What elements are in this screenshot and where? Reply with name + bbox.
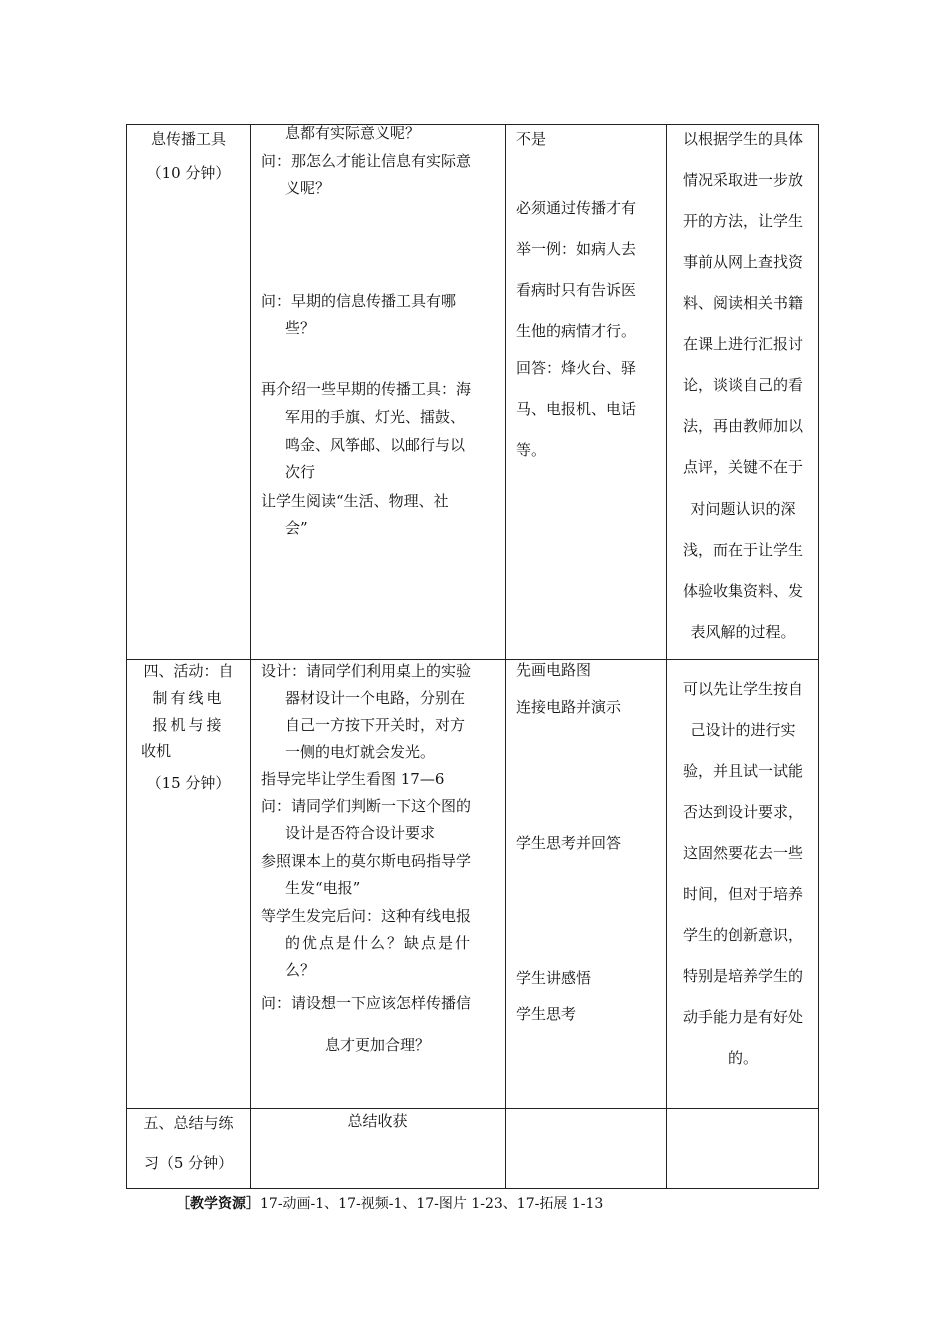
teacher-text-line: 指导完毕让学生看图 17—6 <box>261 770 445 788</box>
student-text-line: 学生思考 <box>516 1005 577 1023</box>
design-note-line: 己设计的进行实 <box>690 721 796 739</box>
teacher-text-line: 次行 <box>285 463 316 481</box>
student-text-line: 生他的病情才行。 <box>516 322 637 340</box>
teacher-text-line: 生发“电报” <box>285 879 361 897</box>
stage-title: 制有线电 <box>152 689 225 707</box>
design-note-line: 情况采取进一步放 <box>682 171 803 189</box>
design-note-line: 可以先让学生按自 <box>682 680 803 698</box>
design-note-line: 时间，但对于培养 <box>682 885 803 903</box>
teacher-text-line: 设计：请同学们利用桌上的实验 <box>261 662 472 680</box>
student-text-line: 必须通过传播才有 <box>516 199 637 217</box>
student-text-line: 回答：烽火台、驿 <box>516 359 637 377</box>
design-note-line: 料、阅读相关书籍 <box>682 294 803 312</box>
design-note-line: 点评，关键不在于 <box>682 458 803 476</box>
design-note-line: 动手能力是有好处 <box>682 1008 803 1026</box>
student-text-line: 举一例：如病人去 <box>516 240 637 258</box>
teacher-text-line: 等学生发完后问：这种有线电报 <box>261 907 472 925</box>
teacher-text-line: 么？ <box>285 961 316 979</box>
row-divider <box>127 659 818 660</box>
design-note-line: 以根据学生的具体 <box>682 130 803 148</box>
column-divider <box>250 125 251 1188</box>
design-note-line: 体验收集资料、发 <box>682 582 803 600</box>
stage-title: 五、总结与练 <box>143 1114 234 1132</box>
column-divider <box>666 125 667 1188</box>
student-text-line: 马、电报机、电话 <box>516 400 637 418</box>
teacher-text-line: 问：请同学们判断一下这个图的 <box>261 797 472 815</box>
design-note-line: 浅，而在于让学生 <box>682 541 803 559</box>
lesson-table <box>126 124 819 1189</box>
teacher-text-line: 军用的手旗、灯光、擂鼓、 <box>285 408 466 426</box>
teacher-text-line: 参照课本上的莫尔斯电码指导学 <box>261 852 472 870</box>
teacher-text-line: 会” <box>285 519 308 537</box>
stage-title: 息传播工具 <box>150 130 226 148</box>
teacher-text-line: 问：早期的信息传播工具有哪 <box>261 292 457 310</box>
summary-text: 总结收获 <box>347 1112 408 1130</box>
teacher-text-line: 息都有实际意义呢？ <box>285 124 421 142</box>
teacher-text-line: 问：那怎么才能让信息有实际意 <box>261 152 472 170</box>
design-note-line: 在课上进行汇报讨 <box>682 335 803 353</box>
teacher-text-line: 器材设计一个电路，分别在 <box>285 689 466 707</box>
student-text-line: 等。 <box>516 441 547 459</box>
design-note-line: 特别是培养学生的 <box>682 967 803 985</box>
teacher-text-line: 自己一方按下开关时，对方 <box>285 716 466 734</box>
teacher-text-line: 息才更加合理？ <box>324 1036 430 1054</box>
design-note-line: 学生的创新意识， <box>682 926 803 944</box>
column-divider <box>505 125 506 1188</box>
teacher-text-line: 鸣金、风筝邮、以邮行与以 <box>285 436 466 454</box>
stage-title: 习（5 分钟） <box>143 1154 234 1172</box>
teacher-text-line: 义呢？ <box>285 179 331 197</box>
design-note-line: 法，再由教师加以 <box>682 417 803 435</box>
teacher-text-line: 再介绍一些早期的传播工具：海 <box>261 380 472 398</box>
teacher-text-line: 些？ <box>285 319 316 337</box>
stage-title: 报机与接 <box>152 716 225 734</box>
teacher-text-line: 问：请设想一下应该怎样传播信 <box>261 994 472 1012</box>
stage-duration: （15 分钟） <box>146 774 231 792</box>
student-text-line: 不是 <box>516 130 547 148</box>
resources-label: ［教学资源］ <box>176 1196 260 1212</box>
student-text-line: 先画电路图 <box>516 661 592 679</box>
teacher-text-line: 设计是否符合设计要求 <box>285 824 436 842</box>
student-text-line: 看病时只有告诉医 <box>516 281 637 299</box>
row-divider <box>127 1108 818 1109</box>
teacher-text-line: 让学生阅读“生活、物理、社 <box>261 492 449 510</box>
resources-list: 17-动画-1、17-视频-1、17-图片 1-23、17-拓展 1-13 <box>260 1196 604 1212</box>
teaching-resources <box>176 1193 603 1213</box>
student-text-line: 学生思考并回答 <box>516 834 622 852</box>
stage-duration: （10 分钟） <box>146 164 231 182</box>
design-note-line: 否达到设计要求， <box>682 803 803 821</box>
teacher-text-line: 的优点是什么？缺点是什 <box>285 934 473 952</box>
design-note-line: 开的方法，让学生 <box>682 212 803 230</box>
design-note-line: 验，并且试一试能 <box>682 762 803 780</box>
teacher-text-line: 一侧的电灯就会发光。 <box>285 743 436 761</box>
stage-title: 收机 <box>141 742 172 760</box>
design-note-line: 这固然要花去一些 <box>682 844 803 862</box>
student-text-line: 连接电路并演示 <box>516 698 622 716</box>
stage-title: 四、活动：自 <box>143 662 234 680</box>
design-note-line: 对问题认识的深 <box>690 500 796 518</box>
design-note-line: 事前从网上查找资 <box>682 253 803 271</box>
student-text-line: 学生讲感悟 <box>516 969 592 987</box>
design-note-line: 的。 <box>727 1049 758 1067</box>
design-note-line: 表风解的过程。 <box>690 623 796 641</box>
design-note-line: 论，谈谈自己的看 <box>682 376 803 394</box>
